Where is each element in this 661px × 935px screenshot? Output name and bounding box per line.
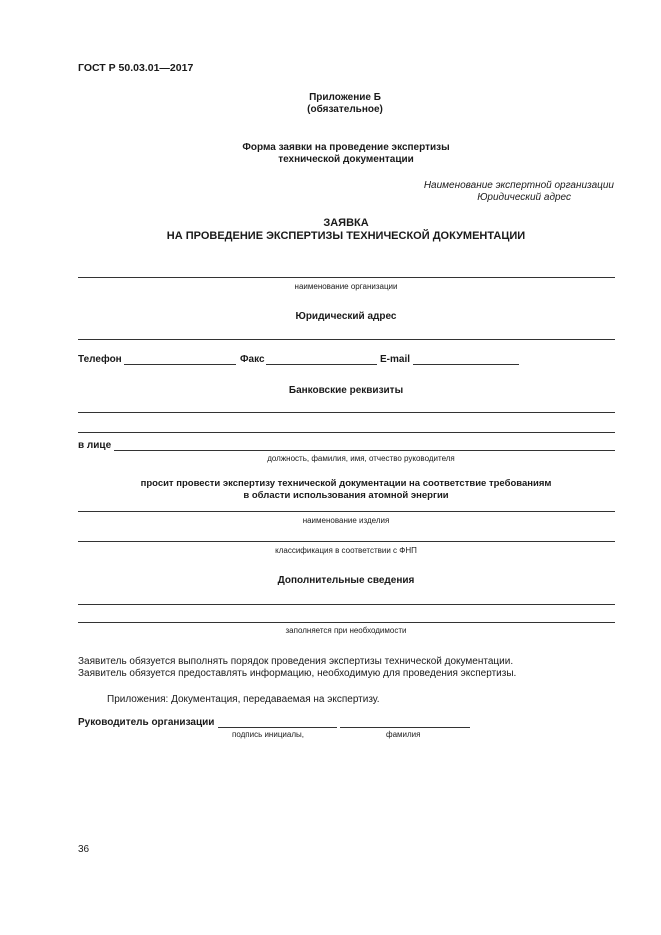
additional-info-label: Дополнительные сведения [277,575,415,586]
classification-caption: классификация в соответствии с ФНП [275,546,417,555]
request-line1: просит провести экспертизу технической документации на соответствие требованиям [140,478,552,489]
represented-by-label: в лице [78,440,112,451]
signature-field[interactable] [218,727,337,728]
fax-label: Факс [240,354,265,365]
form-title-line1: Форма заявки на проведение экспертизы [242,142,450,153]
legal-address-line[interactable] [78,339,615,340]
fill-if-needed-caption: заполняется при необходимости [285,626,407,635]
email-field[interactable] [413,364,519,365]
bank-details-line2[interactable] [78,432,615,433]
phone-label: Телефон [78,354,122,365]
fax-field[interactable] [266,364,377,365]
surname-caption: фамилия [386,730,421,739]
bank-details-line1[interactable] [78,412,615,413]
org-name-line[interactable] [78,277,615,278]
addressee-legal-address: Юридический адрес [477,192,571,203]
org-name-caption: наименование организации [294,282,398,291]
page-number: 36 [78,844,90,855]
legal-address-label: Юридический адрес [295,311,397,322]
additional-info-line1[interactable] [78,604,615,605]
representative-caption: должность, фамилия, имя, отчество руководителя [267,454,455,463]
obligation-line1: Заявитель обязуется выполнять порядок проведения экспертизы технической документации. [78,656,514,667]
product-name-caption: наименование изделия [302,516,390,525]
phone-field[interactable] [124,364,236,365]
classification-line[interactable] [78,541,615,542]
product-name-line[interactable] [78,511,615,512]
application-title-line2: НА ПРОВЕДЕНИЕ ЭКСПЕРТИЗЫ ТЕХНИЧЕСКОЙ ДОКУМЕНТАЦИИ [166,230,526,242]
additional-info-line2[interactable] [78,622,615,623]
request-line2: в области использования атомной энергии [243,490,449,501]
signature-caption: подпись инициалы, [232,730,304,739]
representative-field[interactable] [114,450,615,451]
obligation-line2: Заявитель обязуется предоставлять информацию, необходимую для проведения экспертизы. [78,668,517,679]
application-title-line1: ЗАЯВКА [323,217,369,229]
attachment-text: Приложения: Документация, передаваемая на экспертизу. [107,694,380,705]
appendix-title: Приложение Б [309,92,381,103]
standard-code: ГОСТ Р 50.03.01—2017 [78,62,194,74]
addressee-org-name: Наименование экспертной организации [423,180,614,191]
appendix-status: (обязательное) [307,104,383,115]
surname-field[interactable] [340,727,470,728]
bank-details-label: Банковские реквизиты [288,385,404,396]
signature-label: Руководитель организации [78,717,215,728]
email-label: E-mail [380,354,411,365]
form-title-line2: технической документации [278,154,414,165]
